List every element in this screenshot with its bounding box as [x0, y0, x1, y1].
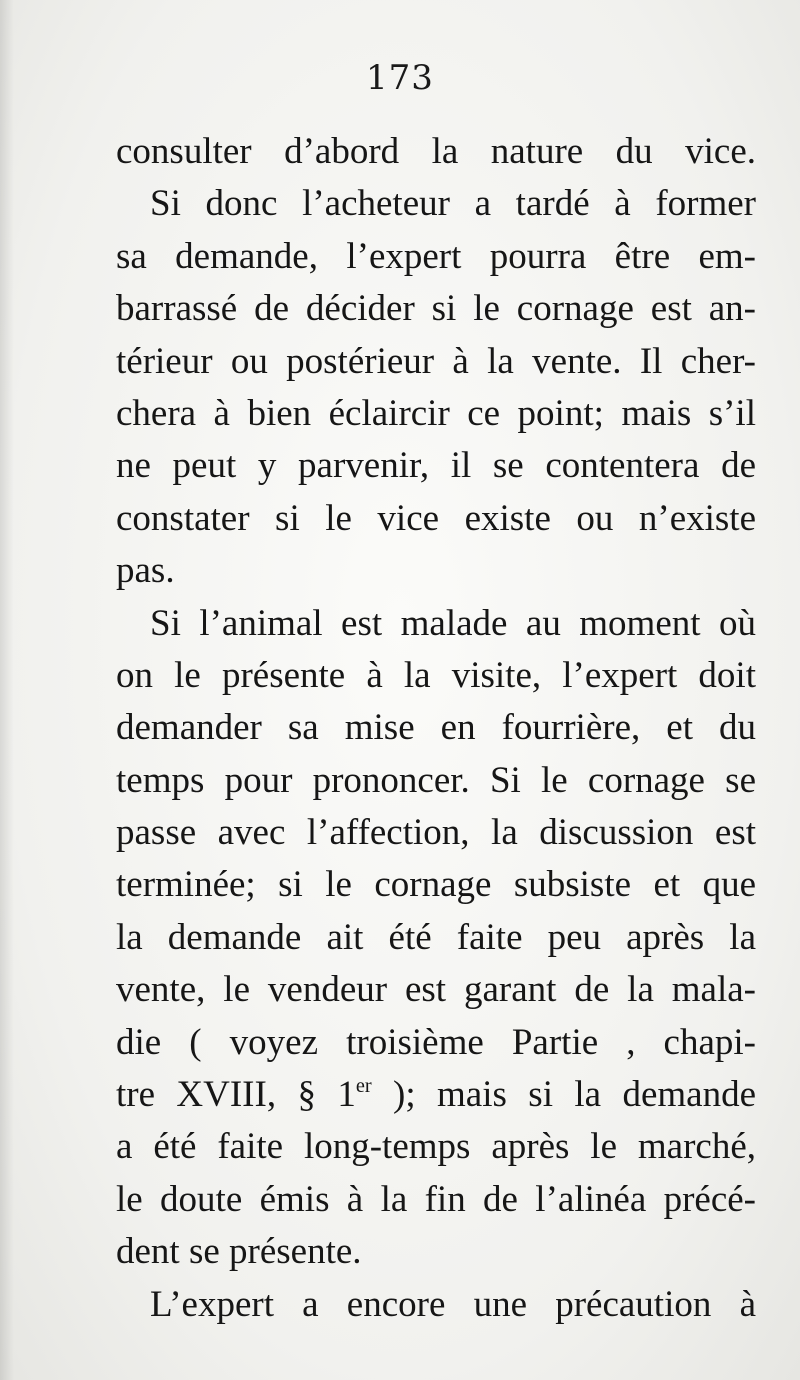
text-line: sa demande, l’expert pourra être em-	[116, 235, 756, 277]
superscript-ordinal: er	[355, 1074, 372, 1097]
text-line: barrassé de décider si le cornage est an-	[116, 288, 756, 330]
text-line: le doute émis à la fin de l’alinéa précé-	[116, 1178, 756, 1220]
text-line: constater si le vice existe ou n’existe	[116, 497, 756, 539]
text-line: passe avec l’affection, la discussion est	[116, 812, 756, 854]
text-line: chera à bien éclaircir ce point; mais s’il	[116, 392, 756, 434]
text-line: a été faite long-temps après le marché,	[116, 1126, 756, 1168]
text-line: ne peut y parvenir, il se contentera de	[116, 445, 756, 487]
paragraph-start-line: Si l’animal est malade au moment où	[150, 602, 756, 644]
page-number: 173	[366, 58, 434, 98]
paragraph-start-line: L’expert a encore une précaution à	[150, 1283, 756, 1325]
page-edge-shadow	[0, 0, 14, 1380]
text-line: la demande ait été faite peu après la	[116, 916, 756, 958]
body-text	[116, 126, 756, 1331]
paragraph-start-line: Si donc l’acheteur a tardé à former	[150, 183, 756, 225]
text-line: on le présente à la visite, l’expert doit	[116, 654, 756, 696]
text-line: térieur ou postérieur à la vente. Il cher-	[116, 340, 756, 382]
line-text-after-sup: ); mais si la demande	[371, 1074, 756, 1116]
paragraph-end-line: pas.	[116, 550, 175, 592]
text-line: consulter d’abord la nature du vice.	[116, 131, 756, 172]
text-line: vente, le vendeur est garant de la mala-	[116, 969, 756, 1011]
text-line: terminée; si le cornage subsiste et que	[116, 864, 756, 906]
line-text-before-sup: tre XVIII, § 1	[116, 1074, 356, 1116]
text-line: demander sa mise en fourrière, et du	[116, 707, 756, 749]
paragraph-end-line: dent se présente.	[116, 1231, 362, 1273]
text-line-with-superscript	[116, 1069, 756, 1121]
text-line: die ( voyez troisième Partie , chapi-	[116, 1021, 756, 1063]
text-line: temps pour prononcer. Si le cornage se	[116, 759, 756, 801]
